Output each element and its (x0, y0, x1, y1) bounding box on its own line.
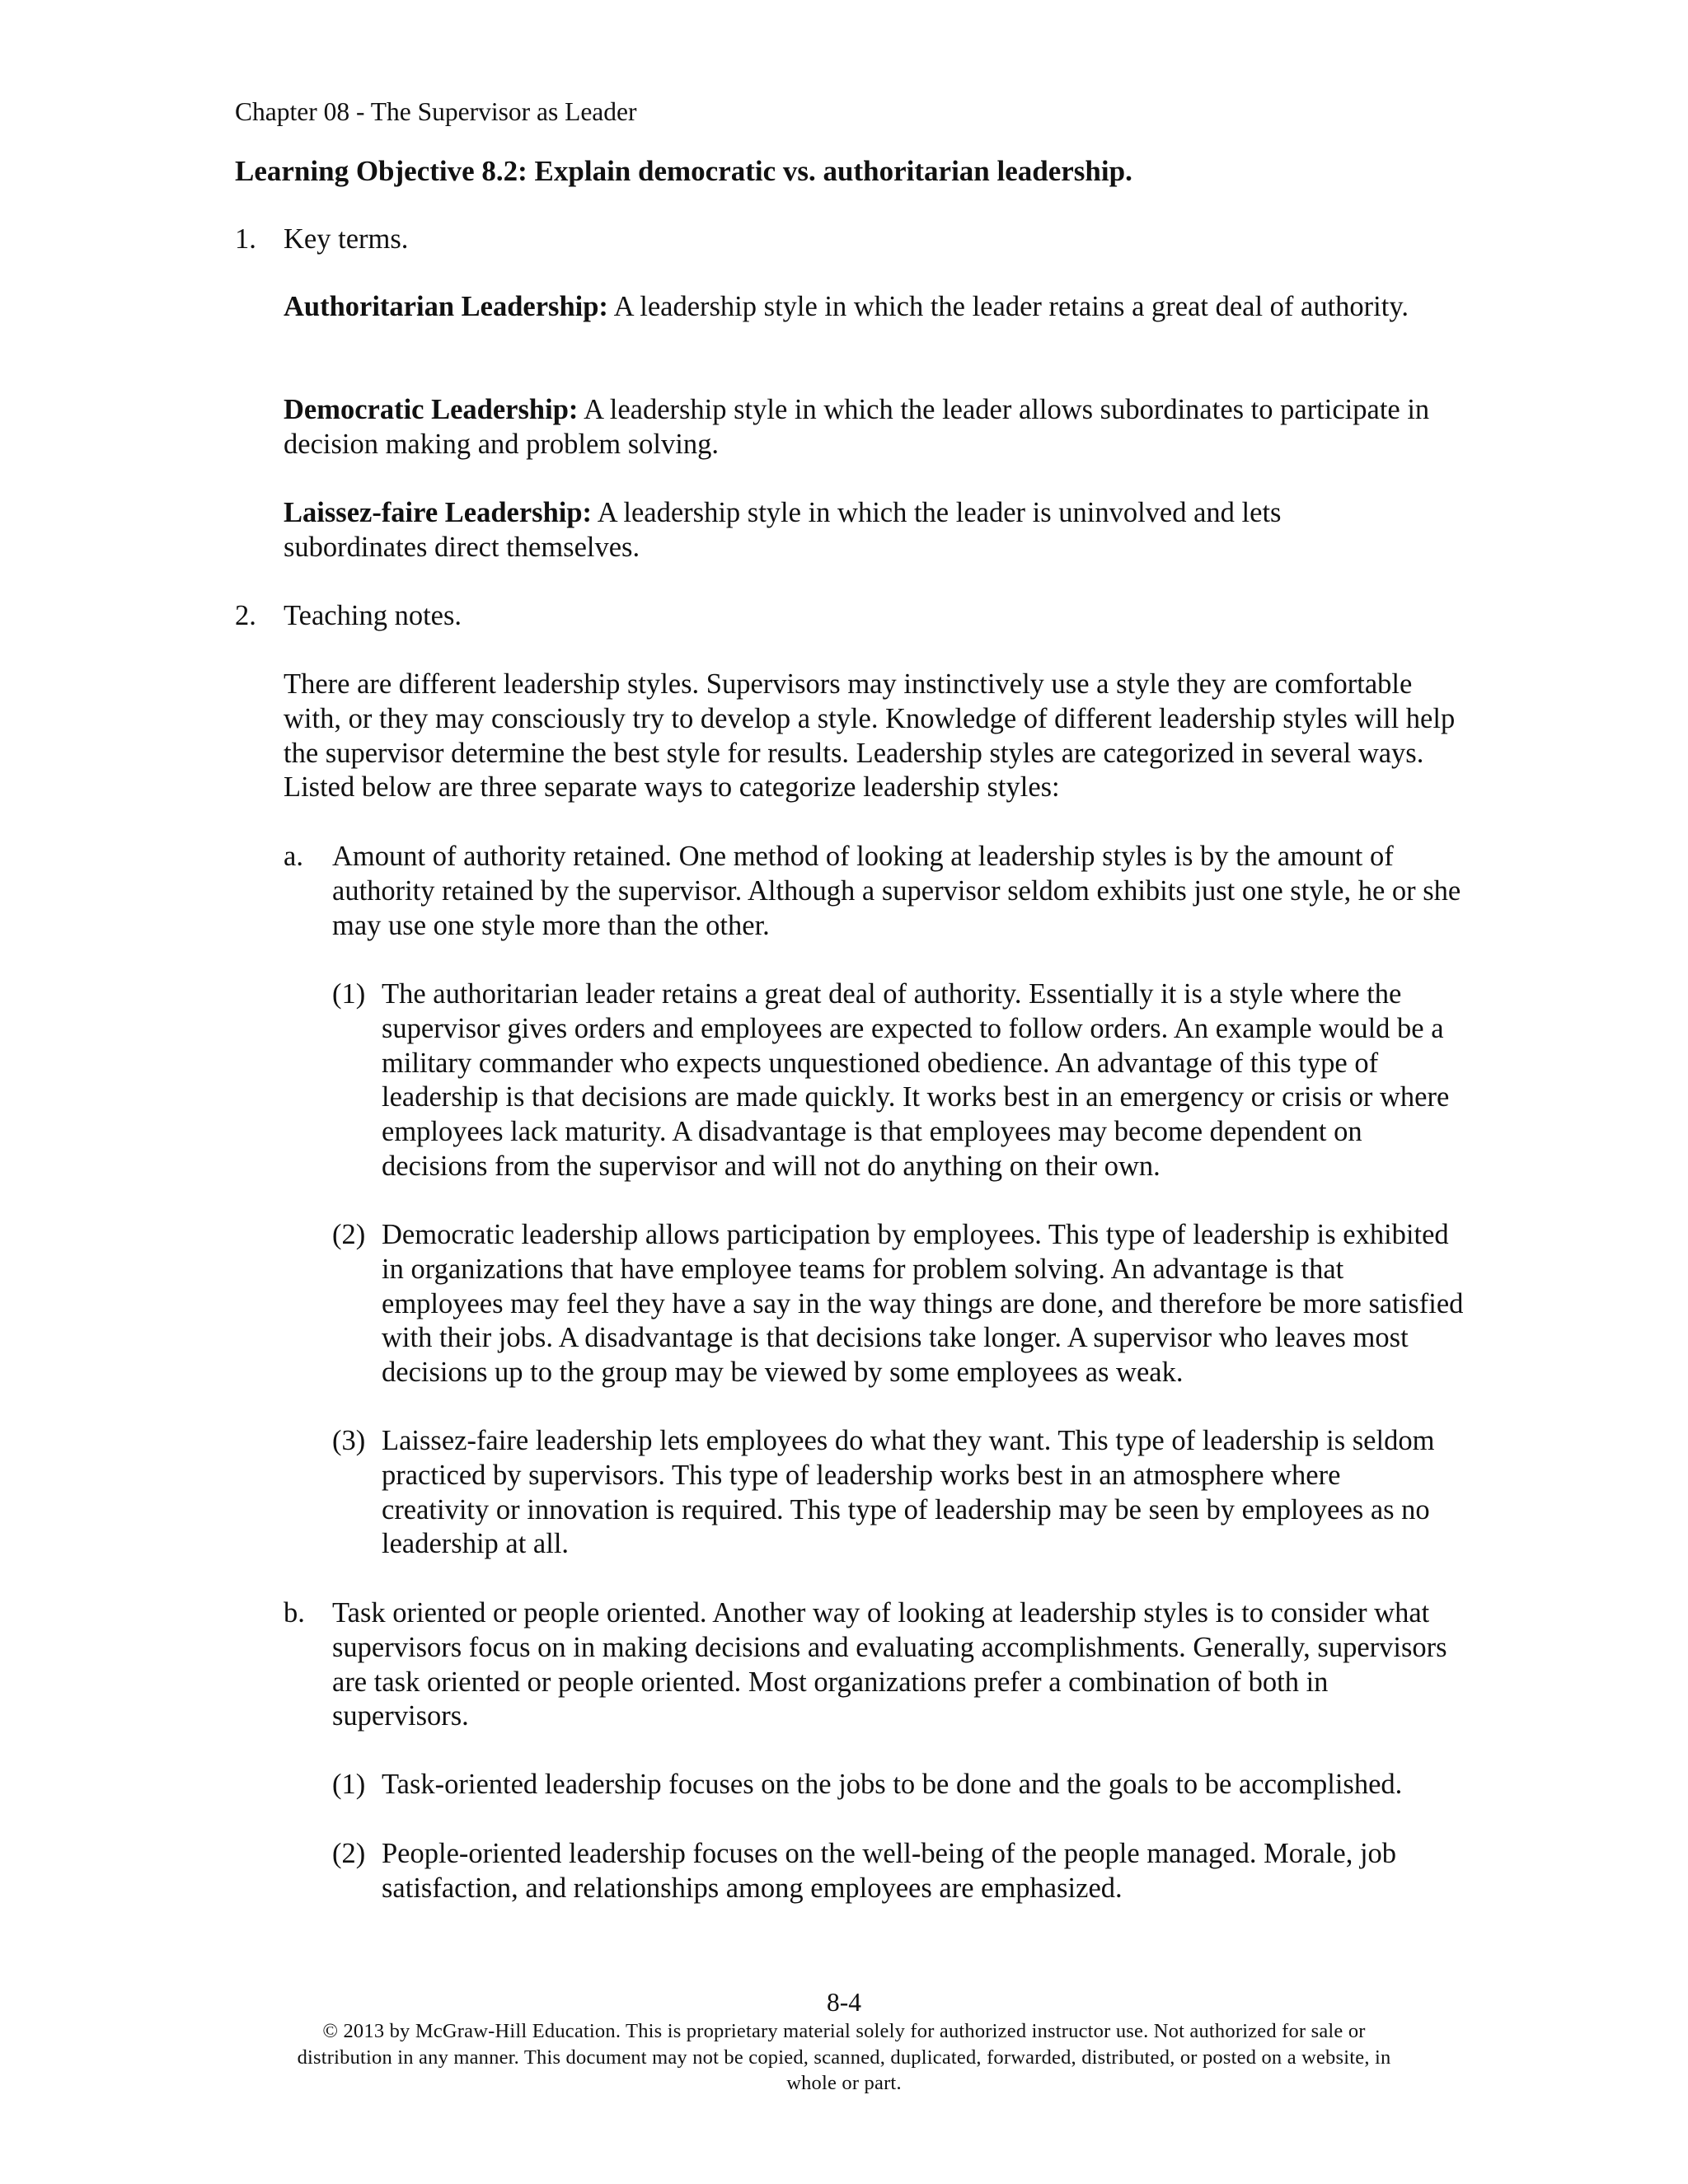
copyright-line: © 2013 by McGraw-Hill Education. This is proprietary material solely for authorized instructor use. Not authorized for sale or (322, 2020, 1366, 2042)
term-authoritarian (284, 290, 1470, 325)
list-item-text: Task oriented or people oriented. Another way of looking at leadership styles is to consider what supervisors focus on in making decisions and evaluating accomplishments. Generally, supervisors are task oriented or people oriented. Most organizations prefer a combination of both in supervisors. (332, 1597, 1447, 1732)
section-1-number: 1. (235, 223, 256, 255)
section-1-heading: Key terms. (284, 223, 409, 255)
copyright-notice (0, 2018, 1688, 2097)
sub-item-label: (2) (332, 1838, 366, 1869)
sub-item-label: (3) (332, 1425, 366, 1456)
sub-item-text: People-oriented leadership focuses on the well-being of the people managed. Morale, job satisfaction, and relationships among employees are emphasized. (382, 1838, 1397, 1904)
copyright-line: whole or part. (786, 2072, 902, 2094)
sub-item-text: Task-oriented leadership focuses on the jobs to be done and the goals to be accomplished. (382, 1769, 1403, 1800)
list-item-letter: a. (284, 841, 303, 872)
term-name: Democratic Leadership: (284, 394, 579, 425)
sub-item-text: Laissez-faire leadership lets employees do what they want. This type of leadership is seldom practiced by supervisors. This type of leadership works best in an atmosphere where creativity or innovation is required. This type of leadership may be seen by employees as no leadership at all. (382, 1425, 1435, 1560)
list-item-letter: b. (284, 1597, 305, 1629)
list-item-text: Amount of authority retained. One method of looking at leadership styles is by the amount of authority retained by the supervisor. Although a supervisor seldom exhibits just one style, he or she may use one style more than the other. (332, 841, 1461, 941)
sub-item-label: (1) (332, 1769, 366, 1800)
term-definition: A leadership style in which the leader retains a great deal of authority. (607, 291, 1409, 322)
sub-item-text: The authoritarian leader retains a great deal of authority. Essentially it is a style where the supervisor gives orders and employees are expected to follow orders. An example would be a military commander who expects unquestioned obedience. An advantage of this type of leadership is that decisions are made quickly. It works best in an emergency or crisis or where employees lack maturity. A disadvantage is that employees may become dependent on decisions from the supervisor and will not do anything on their own. (382, 978, 1450, 1182)
sub-item-label: (2) (332, 1219, 366, 1250)
copyright-line: distribution in any manner. This document may not be copied, scanned, duplicated, forwarded, distributed, or posted on a website, in (297, 2046, 1391, 2069)
term-definition: A leadership style in which the leader is uninvolved and lets subordinates direct themselves. (284, 497, 1282, 563)
section-2-number: 2. (235, 600, 256, 631)
learning-objective-title: Learning Objective 8.2: Explain democratic vs. authoritarian leadership. (235, 155, 1132, 187)
term-democratic (284, 393, 1470, 462)
term-name: Authoritarian Leadership: (284, 291, 608, 322)
term-definition: A leadership style in which the leader allows subordinates to participate in decision making and problem solving. (284, 394, 1430, 460)
sub-item-text: Democratic leadership allows participation by employees. This type of leadership is exhibited in organizations that have employee teams for problem solving. An advantage is that employees may feel they have a say in the way things are done, and therefore be more satisfied with their jobs. A disadvantage is that decisions take longer. A supervisor who leaves most decisions up to the group may be viewed by some employees as weak. (382, 1219, 1464, 1389)
term-laissez-faire (284, 496, 1380, 565)
page-number: 8-4 (827, 1988, 861, 2017)
term-name: Laissez-faire Leadership: (284, 497, 593, 528)
sub-item-label: (1) (332, 978, 366, 1010)
section-2-heading: Teaching notes. (284, 600, 462, 631)
chapter-header: Chapter 08 - The Supervisor as Leader (235, 97, 637, 126)
teaching-notes-intro: There are different leadership styles. Supervisors may instinctively use a style they are comfortable with, or they may consciously try to develop a style. Knowledge of different leadership styles will help the supervisor determine the best style for results. Leadership styles are categorized in several ways. Listed below are three separate ways to categorize leadership styles: (284, 668, 1456, 804)
